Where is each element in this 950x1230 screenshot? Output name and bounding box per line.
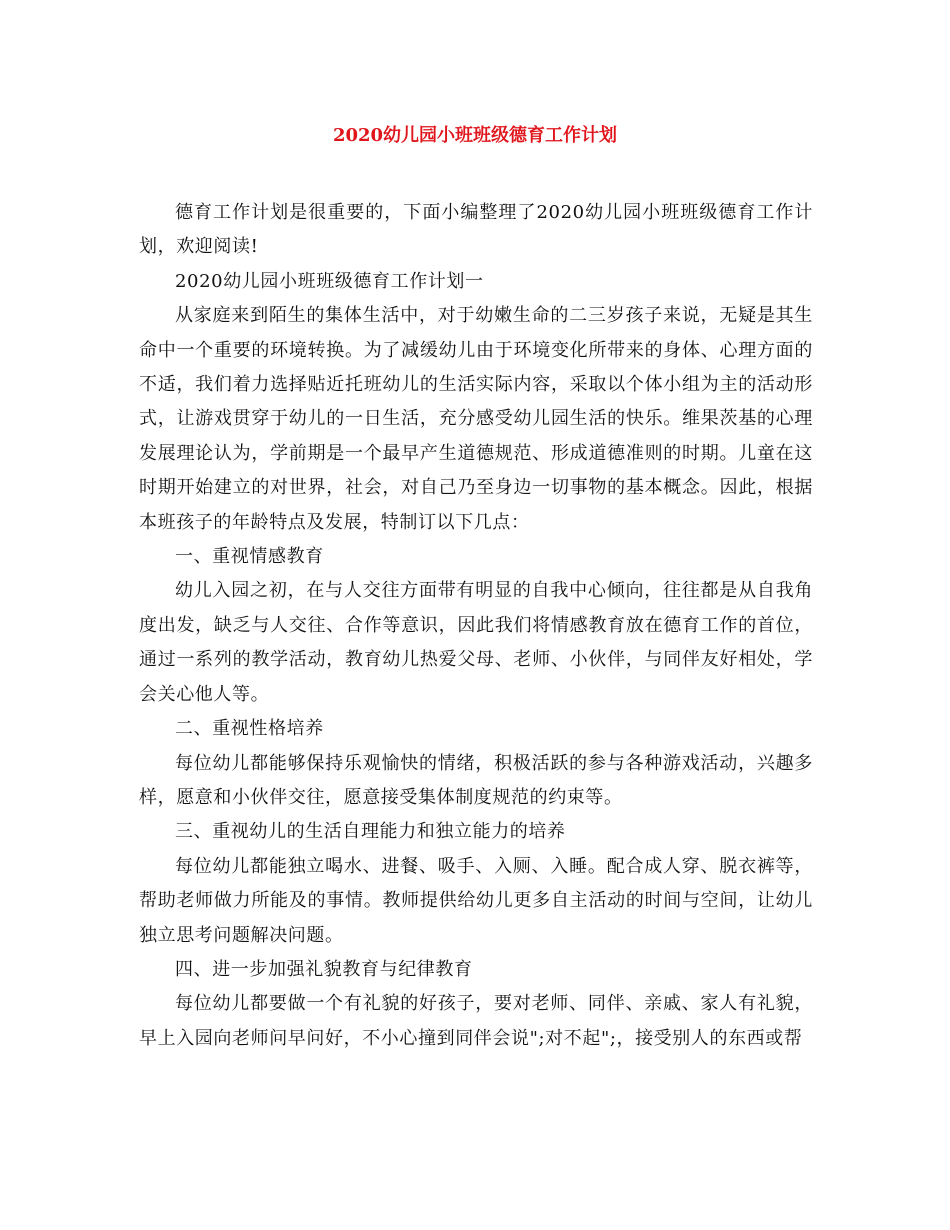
- body-paragraph-manners-discipline: 每位幼儿都要做一个有礼貌的好孩子，要对老师、同伴、亲戚、家人有礼貌，早上入园向老师问早问好，不小心撞到同伴会说";对不起";，接受别人的东西或帮: [139, 993, 813, 1049]
- section-heading-manners-discipline: 四、进一步加强礼貌教育与纪律教育: [175, 958, 473, 980]
- body-paragraph-self-care: 每位幼儿都能独立喝水、进餐、吸手、入厕、入睡。配合成人穿、脱衣裤等，帮助老师做力所能及的事情。教师提供给幼儿更多自主活动的时间与空间，让幼儿独立思考问题解决问题。: [139, 855, 813, 946]
- section-heading-self-care: 三、重视幼儿的生活自理能力和独立能力的培养: [175, 821, 566, 843]
- intro-paragraph: 德育工作计划是很重要的，下面小编整理了2020幼儿园小班班级德育工作计划，欢迎阅读!: [139, 202, 813, 258]
- body-paragraph-background: 从家庭来到陌生的集体生活中，对于幼嫩生命的二三岁孩子来说，无疑是其生命中一个重要的环境转换。为了减缓幼儿由于环境变化所带来的身体、心理方面的不适，我们着力选择贴近托班幼儿的生活实际内容，采取以个体小组为主的活动形式，让游戏贯穿于幼儿的一日生活，充分感受幼儿园生活的快乐。维果茨基的心理发展理论认为，学前期是一个最早产生道德规范、形成道德准则的时期。儿童在这时期开始建立的对世界，社会，对自己乃至身边一切事物的基本概念。因此，根据本班孩子的年龄特点及发展，特制订以下几点：: [139, 305, 813, 533]
- document-title: 2020幼儿园小班班级德育工作计划: [332, 125, 618, 146]
- body-paragraph-emotion-education: 幼儿入园之初，在与人交往方面带有明显的自我中心倾向，往往都是从自我角度出发，缺乏与人交往、合作等意识，因此我们将情感教育放在德育工作的首位，通过一系列的教学活动，教育幼儿热爱父母、老师、小伙伴，与同伴友好相处，学会关心他人等。: [139, 580, 813, 705]
- section-heading-plan-one: 2020幼儿园小班班级德育工作计划一: [175, 270, 484, 292]
- document-body: [139, 196, 813, 1056]
- body-paragraph-character-training: 每位幼儿都能够保持乐观愉快的情绪，积极活跃的参与各种游戏活动，兴趣多样，愿意和小伙伴交往，愿意接受集体制度规范的约束等。: [139, 752, 813, 808]
- section-heading-character-training: 二、重视性格培养: [175, 718, 324, 740]
- section-heading-emotion-education: 一、重视情感教育: [175, 546, 324, 568]
